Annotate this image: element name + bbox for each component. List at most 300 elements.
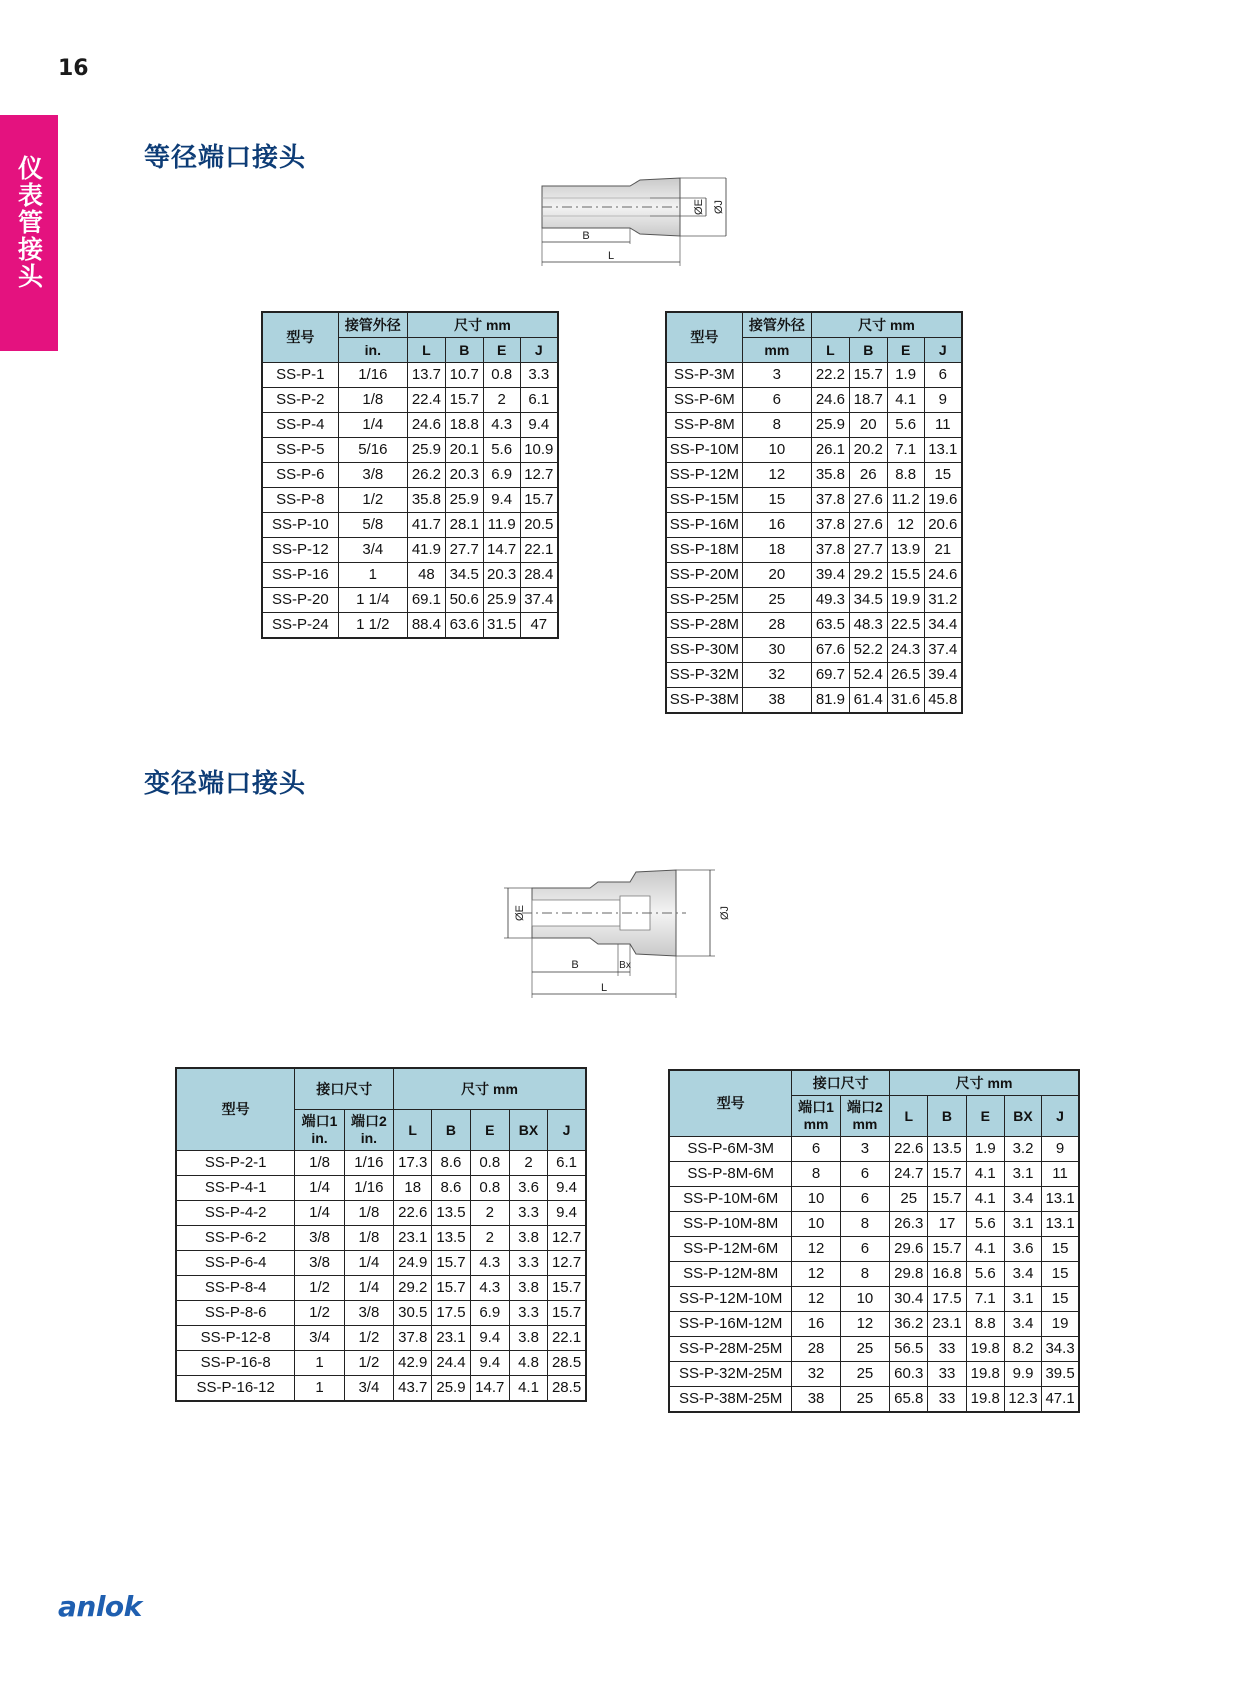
value-cell: 32 bbox=[742, 663, 811, 688]
header-col-j: J bbox=[520, 338, 558, 363]
value-cell: 3.3 bbox=[509, 1251, 547, 1276]
table-row bbox=[666, 388, 962, 413]
table-row bbox=[666, 363, 962, 388]
model-cell: SS-P-12M bbox=[666, 463, 742, 488]
table-row bbox=[262, 463, 558, 488]
model-cell: SS-P-6-2 bbox=[176, 1226, 295, 1251]
value-cell: 9.4 bbox=[548, 1201, 586, 1226]
value-cell: 14.7 bbox=[470, 1376, 509, 1402]
table-row bbox=[262, 613, 558, 639]
model-cell: SS-P-4-2 bbox=[176, 1201, 295, 1226]
value-cell: 26.3 bbox=[890, 1212, 928, 1237]
value-cell: 24.9 bbox=[394, 1251, 432, 1276]
table-row bbox=[666, 538, 962, 563]
value-cell: 10 bbox=[792, 1187, 840, 1212]
value-cell: 63.5 bbox=[811, 613, 849, 638]
value-cell: 3.2 bbox=[1004, 1137, 1041, 1162]
model-cell: SS-P-32M-25M bbox=[669, 1362, 792, 1387]
value-cell: 10 bbox=[742, 438, 811, 463]
value-cell: 16 bbox=[792, 1312, 840, 1337]
dim-label-e: ØE bbox=[514, 905, 526, 921]
model-cell: SS-P-28M-25M bbox=[669, 1337, 792, 1362]
value-cell: 42.9 bbox=[394, 1351, 432, 1376]
table-row bbox=[666, 663, 962, 688]
table-row bbox=[262, 538, 558, 563]
model-cell: SS-P-15M bbox=[666, 488, 742, 513]
value-cell: 18.7 bbox=[849, 388, 887, 413]
table-row bbox=[176, 1226, 586, 1251]
header-od-unit: in. bbox=[338, 338, 407, 363]
table-row bbox=[176, 1376, 586, 1402]
value-cell: 3/4 bbox=[338, 538, 407, 563]
value-cell: 9.4 bbox=[470, 1351, 509, 1376]
value-cell: 10 bbox=[792, 1212, 840, 1237]
value-cell: 38 bbox=[792, 1387, 840, 1413]
value-cell: 15.7 bbox=[928, 1162, 966, 1187]
model-cell: SS-P-25M bbox=[666, 588, 742, 613]
header-od-unit: mm bbox=[742, 338, 811, 363]
value-cell: 25.9 bbox=[432, 1376, 470, 1402]
value-cell: 26 bbox=[849, 463, 887, 488]
value-cell: 11 bbox=[924, 413, 962, 438]
value-cell: 22.4 bbox=[407, 388, 445, 413]
value-cell: 19.8 bbox=[966, 1387, 1004, 1413]
value-cell: 24.6 bbox=[407, 413, 445, 438]
value-cell: 20.2 bbox=[849, 438, 887, 463]
value-cell: 13.7 bbox=[407, 363, 445, 388]
value-cell: 1/4 bbox=[295, 1176, 344, 1201]
value-cell: 26.2 bbox=[407, 463, 445, 488]
value-cell: 12 bbox=[840, 1312, 889, 1337]
value-cell: 5/8 bbox=[338, 513, 407, 538]
value-cell: 3.4 bbox=[1004, 1187, 1041, 1212]
value-cell: 37.4 bbox=[520, 588, 558, 613]
table-row bbox=[669, 1287, 1079, 1312]
table-row bbox=[666, 513, 962, 538]
value-cell: 13.1 bbox=[1042, 1212, 1079, 1237]
value-cell: 15.7 bbox=[548, 1276, 586, 1301]
value-cell: 24.3 bbox=[887, 638, 924, 663]
model-cell: SS-P-6M-3M bbox=[669, 1137, 792, 1162]
dim-label-j: ØJ bbox=[719, 905, 731, 921]
header-port1-unit: in. bbox=[311, 1130, 328, 1146]
value-cell: 25.9 bbox=[483, 588, 520, 613]
header-port2-label: 端口2 bbox=[351, 1113, 387, 1129]
value-cell: 31.2 bbox=[924, 588, 962, 613]
table-row bbox=[176, 1326, 586, 1351]
table-row bbox=[176, 1301, 586, 1326]
table-row bbox=[262, 388, 558, 413]
model-cell: SS-P-4-1 bbox=[176, 1176, 295, 1201]
header-col-b: B bbox=[849, 338, 887, 363]
value-cell: 9.9 bbox=[1004, 1362, 1041, 1387]
value-cell: 3/8 bbox=[338, 463, 407, 488]
value-cell: 12 bbox=[742, 463, 811, 488]
value-cell: 6 bbox=[840, 1237, 889, 1262]
header-dims: 尺寸 mm bbox=[407, 312, 558, 338]
brand-logo: anlok bbox=[58, 1590, 142, 1623]
value-cell: 30 bbox=[742, 638, 811, 663]
header-col-b: B bbox=[928, 1096, 966, 1137]
value-cell: 15 bbox=[1042, 1262, 1079, 1287]
value-cell: 29.2 bbox=[394, 1276, 432, 1301]
value-cell: 30.5 bbox=[394, 1301, 432, 1326]
equal-inch-table bbox=[261, 311, 559, 639]
value-cell: 1 bbox=[338, 563, 407, 588]
value-cell: 8.8 bbox=[966, 1312, 1004, 1337]
dim-label-bx: Bx bbox=[619, 960, 631, 971]
header-col-j: J bbox=[1042, 1096, 1079, 1137]
value-cell: 2 bbox=[509, 1151, 547, 1176]
value-cell: 1 bbox=[295, 1351, 344, 1376]
model-cell: SS-P-10M-6M bbox=[669, 1187, 792, 1212]
value-cell: 34.5 bbox=[849, 588, 887, 613]
value-cell: 33 bbox=[928, 1337, 966, 1362]
dim-label-j: ØJ bbox=[713, 199, 725, 215]
value-cell: 1/8 bbox=[344, 1201, 393, 1226]
value-cell: 20.1 bbox=[445, 438, 483, 463]
table-row bbox=[669, 1187, 1079, 1212]
value-cell: 50.6 bbox=[445, 588, 483, 613]
dim-label-l: L bbox=[600, 982, 608, 994]
table-row bbox=[176, 1276, 586, 1301]
value-cell: 37.4 bbox=[924, 638, 962, 663]
value-cell: 8 bbox=[742, 413, 811, 438]
value-cell: 25.9 bbox=[407, 438, 445, 463]
value-cell: 20 bbox=[849, 413, 887, 438]
value-cell: 9.4 bbox=[470, 1326, 509, 1351]
value-cell: 7.1 bbox=[887, 438, 924, 463]
header-col-l: L bbox=[811, 338, 849, 363]
header-port: 接口尺寸 bbox=[792, 1070, 890, 1096]
value-cell: 4.1 bbox=[966, 1237, 1004, 1262]
table-row bbox=[262, 413, 558, 438]
model-cell: SS-P-12M-8M bbox=[669, 1262, 792, 1287]
value-cell: 1/2 bbox=[338, 488, 407, 513]
value-cell: 48.3 bbox=[849, 613, 887, 638]
header-od: 接管外径 bbox=[742, 312, 811, 338]
table-row bbox=[669, 1387, 1079, 1413]
value-cell: 63.6 bbox=[445, 613, 483, 639]
value-cell: 3.8 bbox=[509, 1226, 547, 1251]
table-row bbox=[176, 1176, 586, 1201]
value-cell: 4.1 bbox=[887, 388, 924, 413]
value-cell: 1/2 bbox=[344, 1351, 393, 1376]
table-row bbox=[176, 1151, 586, 1176]
model-cell: SS-P-6 bbox=[262, 463, 338, 488]
value-cell: 4.3 bbox=[470, 1276, 509, 1301]
value-cell: 3.4 bbox=[1004, 1312, 1041, 1337]
value-cell: 45.8 bbox=[924, 688, 962, 714]
value-cell: 2 bbox=[470, 1201, 509, 1226]
header-port1-label: 端口1 bbox=[798, 1099, 834, 1115]
value-cell: 9.4 bbox=[548, 1176, 586, 1201]
value-cell: 8.2 bbox=[1004, 1337, 1041, 1362]
header-port2 bbox=[840, 1096, 889, 1137]
value-cell: 34.4 bbox=[924, 613, 962, 638]
model-cell: SS-P-10M-8M bbox=[669, 1212, 792, 1237]
model-cell: SS-P-20 bbox=[262, 588, 338, 613]
value-cell: 17.5 bbox=[928, 1287, 966, 1312]
value-cell: 15 bbox=[1042, 1287, 1079, 1312]
value-cell: 11.9 bbox=[483, 513, 520, 538]
value-cell: 19.8 bbox=[966, 1362, 1004, 1387]
value-cell: 19.6 bbox=[924, 488, 962, 513]
section-title-reducing: 变径端口接头 bbox=[144, 769, 307, 799]
table-row bbox=[669, 1312, 1079, 1337]
value-cell: 15.7 bbox=[445, 388, 483, 413]
header-col-l: L bbox=[407, 338, 445, 363]
header-port1 bbox=[792, 1096, 840, 1137]
model-cell: SS-P-8M bbox=[666, 413, 742, 438]
header-col-e: E bbox=[887, 338, 924, 363]
value-cell: 41.9 bbox=[407, 538, 445, 563]
header-dims: 尺寸 mm bbox=[811, 312, 962, 338]
value-cell: 12 bbox=[792, 1237, 840, 1262]
value-cell: 17.5 bbox=[432, 1301, 470, 1326]
value-cell: 0.8 bbox=[470, 1151, 509, 1176]
table-row bbox=[176, 1251, 586, 1276]
value-cell: 1/4 bbox=[344, 1251, 393, 1276]
value-cell: 18.8 bbox=[445, 413, 483, 438]
header-port2 bbox=[344, 1110, 393, 1151]
header-col-bx: BX bbox=[1004, 1096, 1041, 1137]
value-cell: 27.6 bbox=[849, 488, 887, 513]
table-row bbox=[176, 1201, 586, 1226]
value-cell: 37.8 bbox=[394, 1326, 432, 1351]
value-cell: 23.1 bbox=[394, 1226, 432, 1251]
value-cell: 6 bbox=[792, 1137, 840, 1162]
value-cell: 8 bbox=[840, 1212, 889, 1237]
header-port2-unit: mm bbox=[852, 1116, 878, 1132]
model-cell: SS-P-16M-12M bbox=[669, 1312, 792, 1337]
table-row bbox=[669, 1137, 1079, 1162]
dim-label-b: B bbox=[582, 230, 590, 242]
model-cell: SS-P-12 bbox=[262, 538, 338, 563]
value-cell: 24.4 bbox=[432, 1351, 470, 1376]
model-cell: SS-P-12M-6M bbox=[669, 1237, 792, 1262]
value-cell: 5.6 bbox=[483, 438, 520, 463]
value-cell: 43.7 bbox=[394, 1376, 432, 1402]
table-row bbox=[669, 1212, 1079, 1237]
value-cell: 17 bbox=[928, 1212, 966, 1237]
value-cell: 60.3 bbox=[890, 1362, 928, 1387]
value-cell: 28.4 bbox=[520, 563, 558, 588]
value-cell: 7.1 bbox=[966, 1287, 1004, 1312]
value-cell: 10.7 bbox=[445, 363, 483, 388]
value-cell: 24.6 bbox=[811, 388, 849, 413]
reducing-inch-table bbox=[175, 1067, 587, 1402]
value-cell: 3.3 bbox=[509, 1301, 547, 1326]
table-row bbox=[669, 1237, 1079, 1262]
value-cell: 1/2 bbox=[344, 1326, 393, 1351]
dim-label-e: ØE bbox=[693, 199, 705, 215]
table-row bbox=[669, 1262, 1079, 1287]
value-cell: 3 bbox=[742, 363, 811, 388]
table-row bbox=[669, 1162, 1079, 1187]
value-cell: 15.7 bbox=[432, 1251, 470, 1276]
value-cell: 25.9 bbox=[445, 488, 483, 513]
value-cell: 18 bbox=[742, 538, 811, 563]
value-cell: 48 bbox=[407, 563, 445, 588]
value-cell: 4.1 bbox=[966, 1162, 1004, 1187]
value-cell: 3.6 bbox=[1004, 1237, 1041, 1262]
value-cell: 6 bbox=[840, 1187, 889, 1212]
value-cell: 18 bbox=[394, 1176, 432, 1201]
table-row bbox=[262, 438, 558, 463]
table-row bbox=[666, 688, 962, 714]
value-cell: 27.7 bbox=[445, 538, 483, 563]
value-cell: 20 bbox=[742, 563, 811, 588]
value-cell: 4.8 bbox=[509, 1351, 547, 1376]
value-cell: 28 bbox=[792, 1337, 840, 1362]
header-col-b: B bbox=[432, 1110, 470, 1151]
value-cell: 61.4 bbox=[849, 688, 887, 714]
value-cell: 3.1 bbox=[1004, 1212, 1041, 1237]
value-cell: 15.7 bbox=[548, 1301, 586, 1326]
value-cell: 5.6 bbox=[887, 413, 924, 438]
value-cell: 9.4 bbox=[520, 413, 558, 438]
value-cell: 5/16 bbox=[338, 438, 407, 463]
model-cell: SS-P-6-4 bbox=[176, 1251, 295, 1276]
table-row bbox=[262, 563, 558, 588]
value-cell: 26.1 bbox=[811, 438, 849, 463]
value-cell: 1/2 bbox=[295, 1301, 344, 1326]
value-cell: 1 1/4 bbox=[338, 588, 407, 613]
model-cell: SS-P-16M bbox=[666, 513, 742, 538]
value-cell: 13.9 bbox=[887, 538, 924, 563]
value-cell: 31.6 bbox=[887, 688, 924, 714]
value-cell: 5.6 bbox=[966, 1212, 1004, 1237]
table-row bbox=[669, 1337, 1079, 1362]
header-dims: 尺寸 mm bbox=[394, 1068, 586, 1110]
table-row bbox=[666, 463, 962, 488]
header-port2-label: 端口2 bbox=[847, 1099, 883, 1115]
header-model: 型号 bbox=[666, 312, 742, 363]
side-category-tab bbox=[0, 115, 58, 351]
reducing-mm-table bbox=[668, 1069, 1080, 1413]
table-row bbox=[666, 563, 962, 588]
value-cell: 1/2 bbox=[295, 1276, 344, 1301]
header-model: 型号 bbox=[262, 312, 338, 363]
value-cell: 3.1 bbox=[1004, 1162, 1041, 1187]
value-cell: 1.9 bbox=[887, 363, 924, 388]
value-cell: 23.1 bbox=[928, 1312, 966, 1337]
model-cell: SS-P-8M-6M bbox=[669, 1162, 792, 1187]
header-col-j: J bbox=[548, 1110, 586, 1151]
model-cell: SS-P-5 bbox=[262, 438, 338, 463]
model-cell: SS-P-1 bbox=[262, 363, 338, 388]
value-cell: 1 1/2 bbox=[338, 613, 407, 639]
value-cell: 1/8 bbox=[338, 388, 407, 413]
value-cell: 22.6 bbox=[394, 1201, 432, 1226]
value-cell: 49.3 bbox=[811, 588, 849, 613]
section-title-equal: 等径端口接头 bbox=[144, 143, 307, 173]
value-cell: 32 bbox=[792, 1362, 840, 1387]
model-cell: SS-P-28M bbox=[666, 613, 742, 638]
value-cell: 10.9 bbox=[520, 438, 558, 463]
model-cell: SS-P-16-12 bbox=[176, 1376, 295, 1402]
value-cell: 52.4 bbox=[849, 663, 887, 688]
table-row bbox=[666, 613, 962, 638]
value-cell: 19.9 bbox=[887, 588, 924, 613]
model-cell: SS-P-10M bbox=[666, 438, 742, 463]
value-cell: 15 bbox=[924, 463, 962, 488]
header-col-b: B bbox=[445, 338, 483, 363]
value-cell: 22.6 bbox=[890, 1137, 928, 1162]
value-cell: 23.1 bbox=[432, 1326, 470, 1351]
value-cell: 47.1 bbox=[1042, 1387, 1079, 1413]
value-cell: 67.6 bbox=[811, 638, 849, 663]
value-cell: 15.7 bbox=[432, 1276, 470, 1301]
value-cell: 22.1 bbox=[520, 538, 558, 563]
model-cell: SS-P-4 bbox=[262, 413, 338, 438]
dim-label-b: B bbox=[571, 959, 579, 971]
value-cell: 0.8 bbox=[470, 1176, 509, 1201]
value-cell: 22.1 bbox=[548, 1326, 586, 1351]
reducing-fitting-drawing bbox=[500, 860, 740, 1010]
value-cell: 13.1 bbox=[1042, 1187, 1079, 1212]
value-cell: 12 bbox=[887, 513, 924, 538]
value-cell: 19 bbox=[1042, 1312, 1079, 1337]
value-cell: 24.6 bbox=[924, 563, 962, 588]
value-cell: 16.8 bbox=[928, 1262, 966, 1287]
header-port2-unit: in. bbox=[360, 1130, 378, 1146]
model-cell: SS-P-2 bbox=[262, 388, 338, 413]
value-cell: 69.7 bbox=[811, 663, 849, 688]
header-col-e: E bbox=[483, 338, 520, 363]
model-cell: SS-P-24 bbox=[262, 613, 338, 639]
value-cell: 8.6 bbox=[432, 1151, 470, 1176]
value-cell: 25 bbox=[890, 1187, 928, 1212]
value-cell: 34.3 bbox=[1042, 1337, 1079, 1362]
value-cell: 1/8 bbox=[344, 1226, 393, 1251]
value-cell: 15.7 bbox=[928, 1187, 966, 1212]
value-cell: 2 bbox=[470, 1226, 509, 1251]
value-cell: 13.1 bbox=[924, 438, 962, 463]
value-cell: 3/8 bbox=[295, 1226, 344, 1251]
value-cell: 56.5 bbox=[890, 1337, 928, 1362]
value-cell: 1/4 bbox=[344, 1276, 393, 1301]
value-cell: 1/16 bbox=[344, 1151, 393, 1176]
table-row bbox=[262, 488, 558, 513]
value-cell: 11 bbox=[1042, 1162, 1079, 1187]
header-model: 型号 bbox=[176, 1068, 295, 1151]
value-cell: 15.7 bbox=[520, 488, 558, 513]
value-cell: 31.5 bbox=[483, 613, 520, 639]
value-cell: 27.6 bbox=[849, 513, 887, 538]
value-cell: 6.1 bbox=[520, 388, 558, 413]
value-cell: 1 bbox=[295, 1376, 344, 1402]
value-cell: 12.7 bbox=[520, 463, 558, 488]
value-cell: 20.3 bbox=[445, 463, 483, 488]
value-cell: 33 bbox=[928, 1387, 966, 1413]
value-cell: 8.8 bbox=[887, 463, 924, 488]
value-cell: 25 bbox=[742, 588, 811, 613]
value-cell: 2 bbox=[483, 388, 520, 413]
value-cell: 25 bbox=[840, 1362, 889, 1387]
table-row bbox=[666, 413, 962, 438]
model-cell: SS-P-12M-10M bbox=[669, 1287, 792, 1312]
model-cell: SS-P-12-8 bbox=[176, 1326, 295, 1351]
value-cell: 4.3 bbox=[470, 1251, 509, 1276]
value-cell: 8.6 bbox=[432, 1176, 470, 1201]
value-cell: 4.1 bbox=[966, 1187, 1004, 1212]
value-cell: 34.5 bbox=[445, 563, 483, 588]
model-cell: SS-P-20M bbox=[666, 563, 742, 588]
model-cell: SS-P-3M bbox=[666, 363, 742, 388]
value-cell: 13.5 bbox=[432, 1226, 470, 1251]
